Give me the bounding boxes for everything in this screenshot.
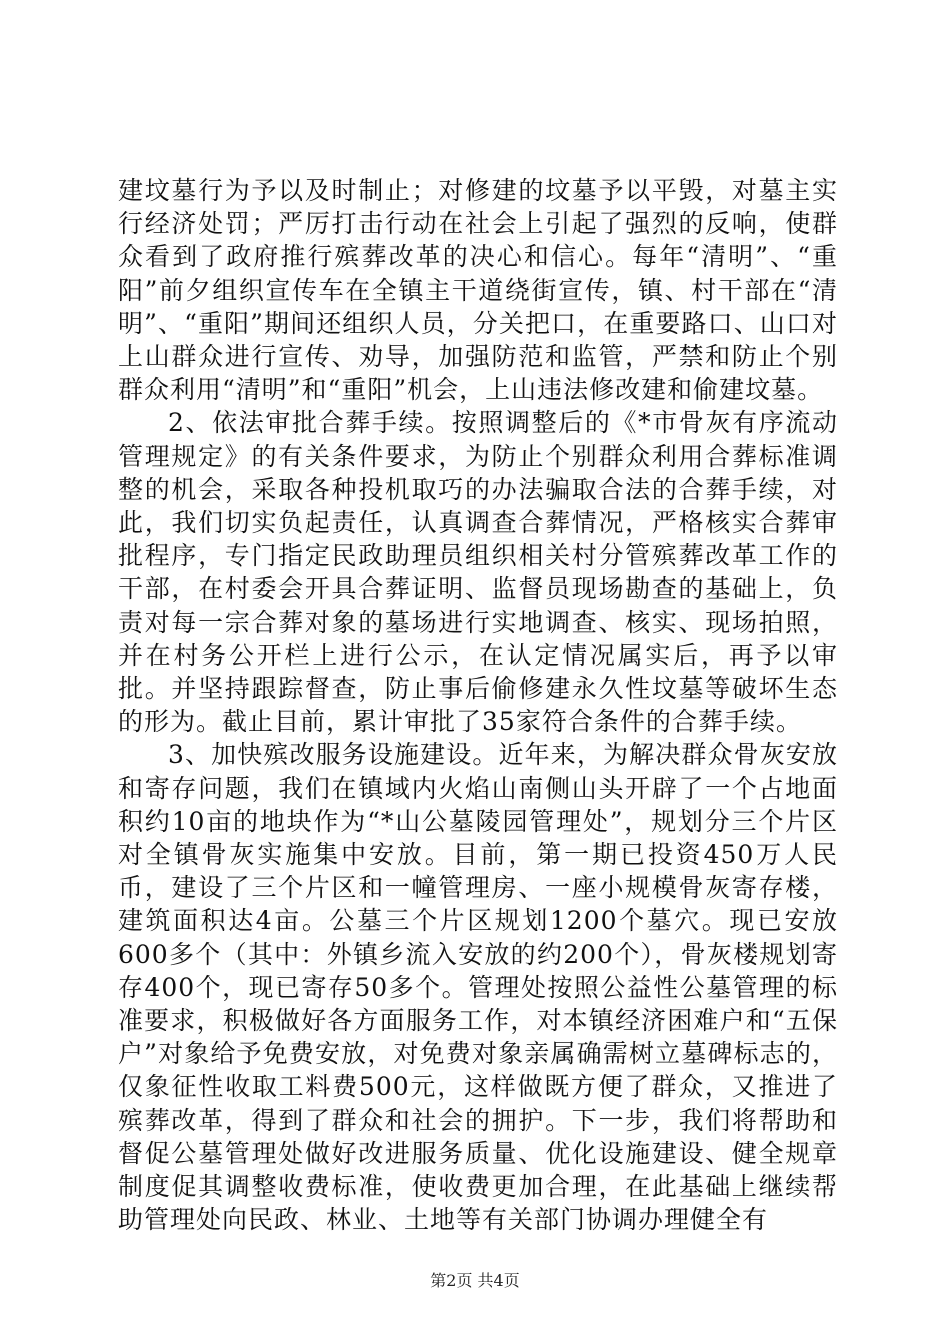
paragraph-continuation: 建坟墓行为予以及时制止；对修建的坟墓予以平毁，对墓主实行经济处罚；严厉打击行动在社会上引起了强烈的反响，使群众看到了政府推行殡葬改革的决心和信心。每年“清明”、“重阳”前夕组织宣传车在全镇主干道绕街宣传，镇、村干部在“清明”、“重阳”期间还组织人员，分关把口，在重要路口、山口对上山群众进行宣传、劝导，加强防范和监管，严禁和防止个别群众利用“清明”和“重阳”机会，上山违法修改建和偷建坟墓。: [118, 176, 838, 405]
paragraph-approval-procedures: 2、依法审批合葬手续。按照调整后的《*市骨灰有序流动管理规定》的有关条件要求，为防止个别群众利用合葬标准调整的机会，采取各种投机取巧的办法骗取合法的合葬手续，对此，我们切实负起责任，认真调查合葬情况，严格核实合葬审批程序，专门指定民政助理员组织相关村分管殡葬改革工作的干部，在村委会开具合葬证明、监督员现场勘查的基础上，负责对每一宗合葬对象的墓场进行实地调查、核实、现场拍照，并在村务公开栏上进行公示，在认定情况属实后，再予以审批。并坚持跟踪督查，防止事后偷修建永久性坟墓等破坏生态的形为。截止目前，累计审批了35家符合条件的合葬手续。: [118, 408, 838, 737]
document-body: [118, 174, 838, 1237]
paragraph-facility-construction: 3、加快殡改服务设施建设。近年来，为解决群众骨灰安放和寄存问题，我们在镇域内火焰山南侧山头开辟了一个占地面积约10亩的地块作为“*山公墓陵园管理处”，规划分三个片区对全镇骨灰实施集中安放。目前，第一期已投资450万人民币，建设了三个片区和一幢管理房、一座小规模骨灰寄存楼，建筑面积达4亩。公墓三个片区规划1200个墓穴。现已安放600多个（其中：外镇乡流入安放的约200个），骨灰楼规划寄存400个，现已寄存50多个。管理处按照公益性公墓管理的标准要求，积极做好各方面服务工作，对本镇经济困难户和“五保户”对象给予免费安放，对免费对象亲属确需树立墓碑标志的，仅象征性收取工料费500元，这样做既方便了群众，又推进了殡葬改革，得到了群众和社会的拥护。下一步，我们将帮助和督促公墓管理处做好改进服务质量、优化设施建设、健全规章制度促其调整收费标准，使收费更加合理，在此基础上继续帮助管理处向民政、林业、土地等有关部门协调办理健全有: [118, 740, 838, 1235]
page-footer: 第2页 共4页: [430, 1271, 520, 1290]
